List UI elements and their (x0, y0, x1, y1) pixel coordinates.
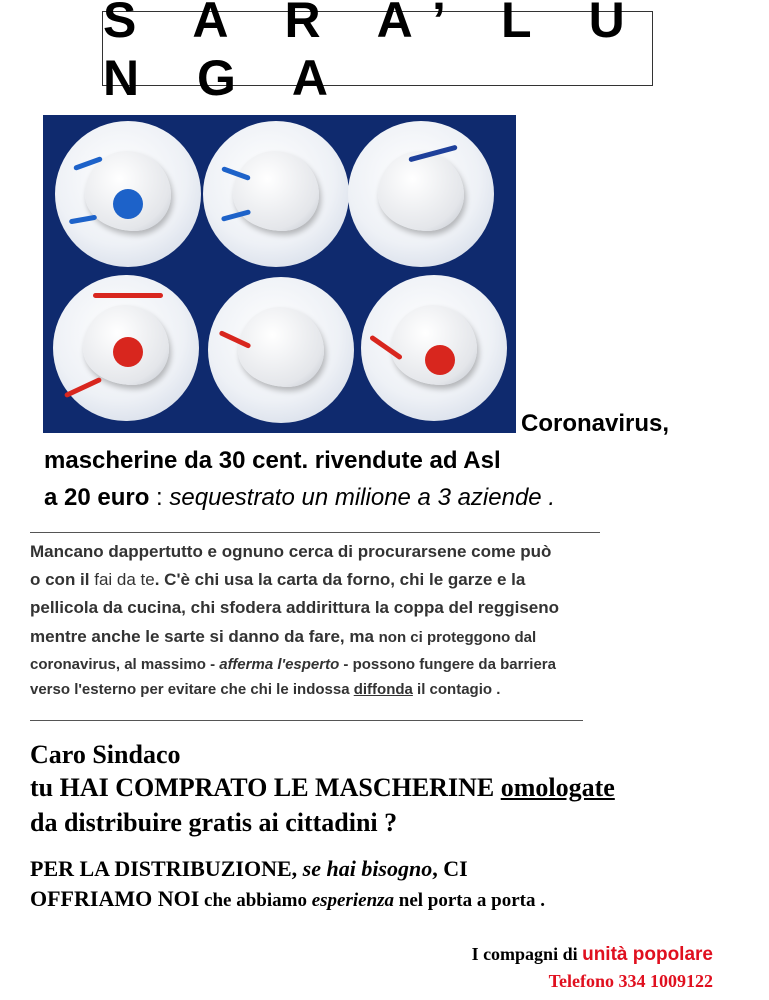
paragraph-line-5 (30, 656, 556, 673)
mask-icon (53, 275, 199, 421)
mask-icon (208, 277, 354, 423)
paragraph-text: fai da te (94, 570, 155, 589)
paragraph-line-4 (30, 627, 536, 647)
paragraph-text: verso l'esterno per evitare che chi le indossa (30, 681, 354, 698)
signature-brand: unità popolare (582, 944, 713, 965)
paragraph-text: coronavirus, al massimo - (30, 656, 220, 673)
paragraph-text: diffonda (353, 681, 413, 698)
headline-italic: sequestrato un milione a 3 aziende . (169, 484, 555, 511)
headline-price: a 20 euro (44, 484, 150, 511)
title-box (102, 0, 653, 106)
page-title: S A R A’ L U N G A (103, 0, 647, 106)
appeal-line-1: Caro Sindaco (30, 740, 181, 769)
paragraph-line-2 (30, 570, 525, 590)
headline-separator: : (149, 484, 170, 511)
appeal-text: PER LA DISTRIBUZIONE, (30, 856, 303, 881)
divider-top (30, 532, 600, 533)
appeal-text: se hai bisogno (302, 856, 433, 881)
appeal-text: esperienza (311, 890, 395, 911)
appeal-line-4 (30, 856, 468, 882)
appeal-text: nel porta a porta . (394, 890, 545, 911)
appeal-line-3: da distribuire gratis ai cittadini ? (30, 808, 398, 837)
paragraph-text: - possono fungere da barriera (339, 656, 556, 673)
appeal-text: che abbiamo (199, 890, 312, 911)
paragraph-text: afferma l'esperto (219, 656, 340, 673)
appeal-text: tu HAI COMPRATO LE MASCHERINE (30, 773, 501, 802)
appeal-text: omologate (500, 773, 615, 802)
paragraph-text: o con il (30, 570, 95, 589)
headline-line-1: Coronavirus, (521, 410, 670, 437)
signature-phone: Telefono 334 1009122 (548, 971, 713, 991)
mask-icon (55, 121, 201, 267)
paragraph-line-3: pellicola da cucina, chi sfodera addirittura la coppa del reggiseno (30, 598, 560, 617)
paragraph-text: il contagio . (412, 681, 501, 698)
paragraph-line-6 (30, 681, 500, 698)
appeal-text: OFFRIAMO NOI (30, 886, 200, 911)
headline-line-3 (44, 484, 555, 512)
divider-bottom (30, 720, 583, 721)
appeal-text: , CI (432, 856, 468, 881)
mask-icon (348, 121, 494, 267)
paragraph-text: . C'è chi usa la carta da forno, chi le garze e la (154, 570, 526, 589)
signature-line (472, 944, 713, 966)
masks-photo (43, 115, 516, 433)
paragraph-text: non ci proteggono dal (378, 629, 537, 646)
paragraph-text: mentre anche le sarte si danno da fare, ma (30, 627, 379, 646)
paragraph-line-1: Mancano dappertutto e ognuno cerca di procurarsene come può (30, 542, 552, 561)
appeal-line-2 (30, 773, 615, 803)
mask-icon (361, 275, 507, 421)
headline-line-2: mascherine da 30 cent. rivendute ad Asl (44, 447, 501, 474)
appeal-line-5 (30, 886, 545, 912)
signature-prefix: I compagni di (471, 944, 583, 964)
mask-icon (203, 121, 349, 267)
